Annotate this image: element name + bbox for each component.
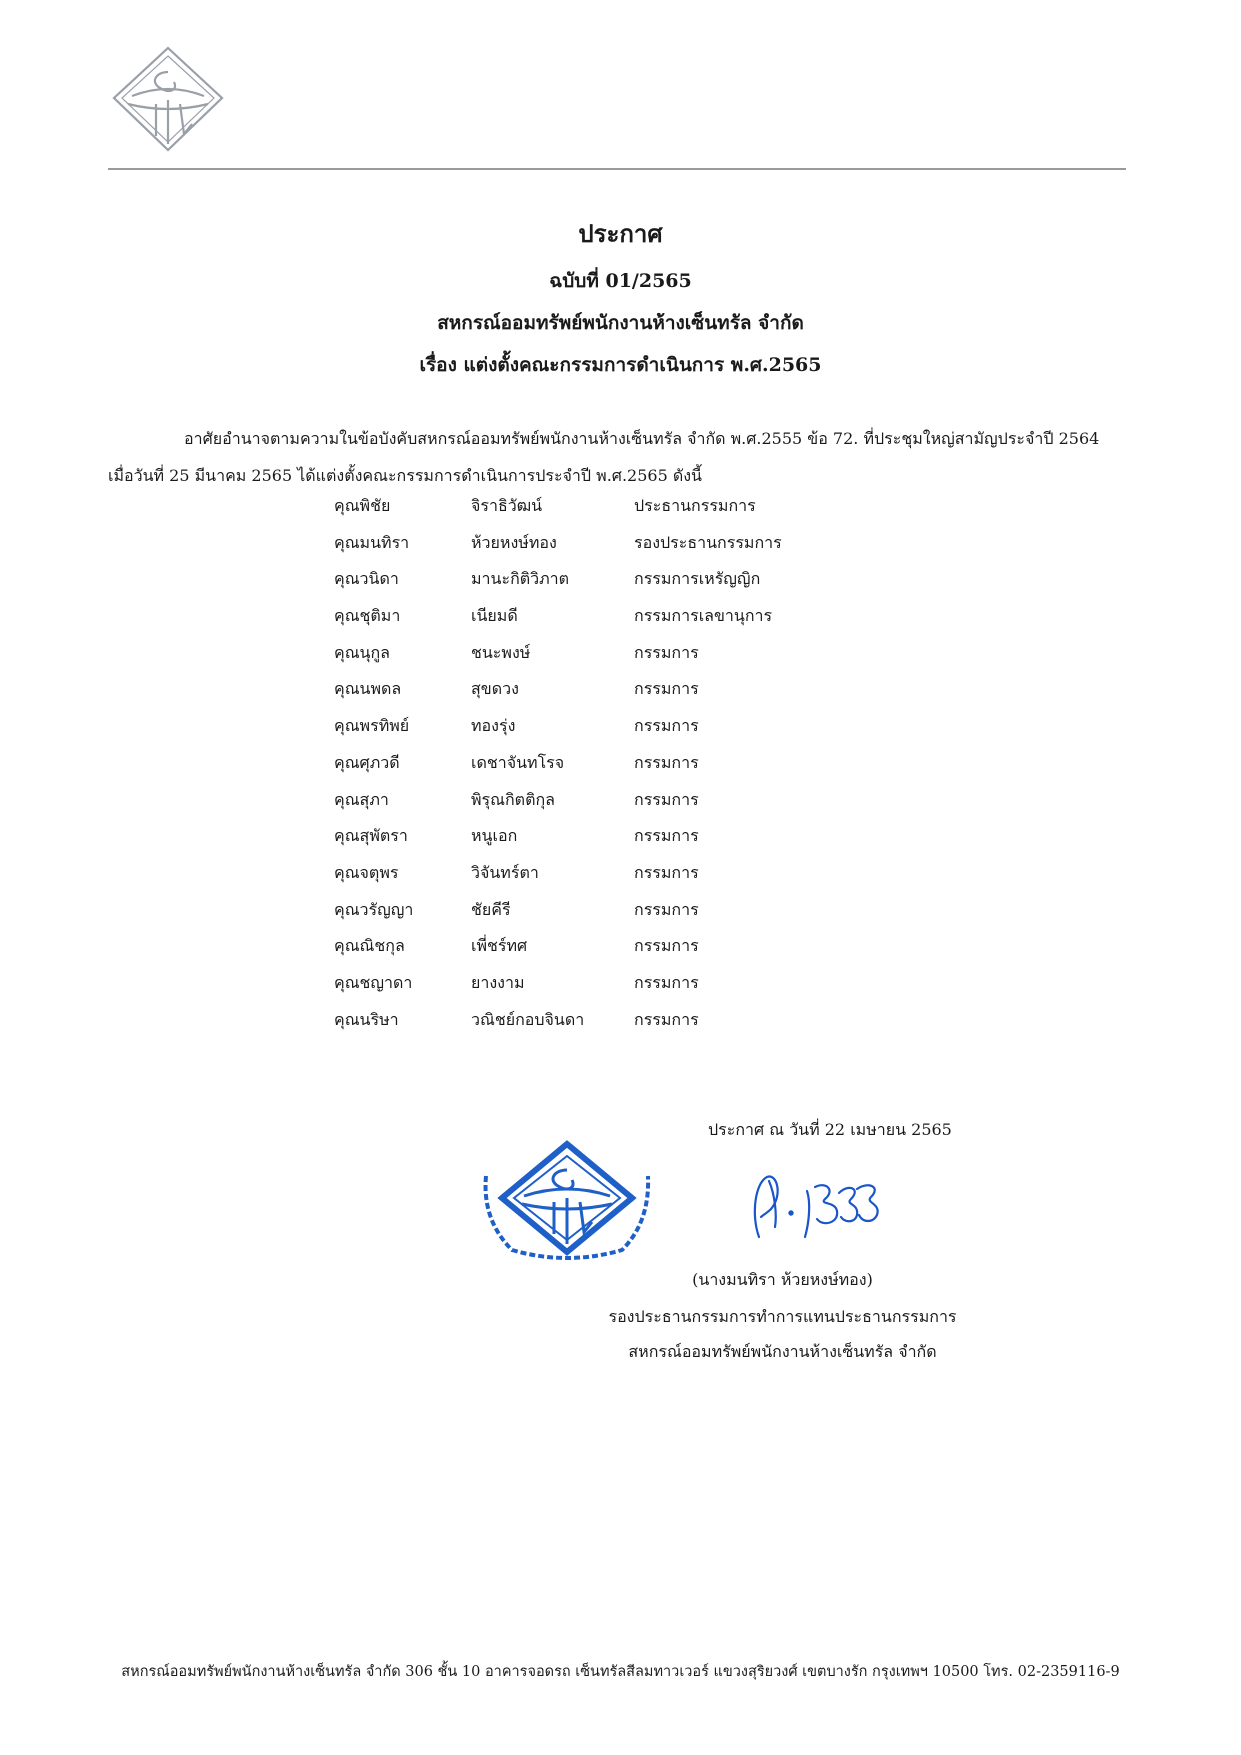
announcement-title: ประกาศ bbox=[578, 219, 663, 248]
member-last-name: จิราธิวัฒน์ bbox=[471, 496, 543, 515]
body-paragraph bbox=[108, 420, 1138, 494]
header-divider bbox=[108, 168, 1126, 170]
member-last-name: หนูเอก bbox=[471, 826, 518, 846]
member-first-name: คุณจตุพร bbox=[334, 862, 399, 882]
member-role: กรรมการ bbox=[634, 679, 699, 699]
member-role: กรรมการ bbox=[634, 862, 699, 882]
member-last-name: มานะกิติวิภาต bbox=[471, 569, 570, 589]
signer-position: รองประธานกรรมการทำการแทนประธานกรรมการ bbox=[608, 1307, 957, 1326]
member-role: กรรมการเหรัญญิก bbox=[634, 569, 761, 589]
official-stamp-icon bbox=[472, 1140, 662, 1260]
member-last-name: ชนะพงษ์ bbox=[471, 642, 531, 662]
member-first-name: คุณสุพัตรา bbox=[334, 826, 408, 846]
member-last-name: เพี่ชร์ทศ bbox=[471, 936, 528, 956]
member-role: กรรมการ bbox=[634, 1009, 699, 1029]
subject-line: เรื่อง แต่งตั้งคณะกรรมการดำเนินการ พ.ศ.2565 bbox=[419, 354, 822, 376]
member-last-name: ชัยคีรี bbox=[471, 899, 511, 919]
issue-number: ฉบับที่ 01/2565 bbox=[549, 270, 692, 292]
member-role: รองประธานกรรมการ bbox=[634, 532, 782, 552]
member-role: กรรมการเลขานุการ bbox=[634, 606, 773, 626]
member-last-name: วิจันทร์ตา bbox=[471, 862, 539, 882]
member-role: กรรมการ bbox=[634, 826, 699, 846]
member-first-name: คุณชญาดา bbox=[334, 972, 413, 992]
member-first-name: คุณชุติมา bbox=[334, 606, 401, 626]
member-first-name: คุณพรทิพย์ bbox=[334, 716, 410, 736]
signer-organization: สหกรณ์ออมทรัพย์พนักงานห้างเซ็นทรัล จำกัด bbox=[628, 1342, 937, 1361]
member-first-name: คุณมนทิรา bbox=[334, 532, 410, 552]
member-last-name: ทองรุ่ง bbox=[471, 716, 516, 736]
member-role: ประธานกรรมการ bbox=[634, 496, 756, 515]
member-last-name: ยางงาม bbox=[471, 972, 525, 992]
announcement-date: ประกาศ ณ วันที่ 22 เมษายน 2565 bbox=[708, 1120, 952, 1139]
member-role: กรรมการ bbox=[634, 936, 699, 956]
member-last-name: ห้วยหงษ์ทอง bbox=[471, 532, 557, 552]
member-last-name: เนียมดี bbox=[471, 606, 518, 626]
organization-name: สหกรณ์ออมทรัพย์พนักงานห้างเซ็นทรัล จำกัด bbox=[437, 312, 804, 334]
member-role: กรรมการ bbox=[634, 716, 699, 736]
member-role: กรรมการ bbox=[634, 642, 699, 662]
member-first-name: คุณวนิดา bbox=[334, 569, 399, 589]
member-first-name: คุณณิชกุล bbox=[334, 936, 405, 956]
signature-icon bbox=[745, 1165, 905, 1245]
member-first-name: คุณพิชัย bbox=[334, 496, 391, 515]
member-first-name: คุณนริษา bbox=[334, 1009, 399, 1029]
member-role: กรรมการ bbox=[634, 752, 699, 772]
member-first-name: คุณนุกูล bbox=[334, 642, 390, 662]
cooperative-logo-icon bbox=[108, 44, 228, 156]
member-first-name: คุณวรัญญา bbox=[334, 899, 414, 919]
body-line-2: เมื่อวันที่ 25 มีนาคม 2565 ได้แต่งตั้งคณะกรรมการดำเนินการประจำปี พ.ศ.2565 ดังนี้ bbox=[108, 466, 702, 485]
member-last-name: พิรุณกิตติกุล bbox=[471, 789, 555, 809]
member-role: กรรมการ bbox=[634, 899, 699, 919]
footer-address: สหกรณ์ออมทรัพย์พนักงานห้างเซ็นทรัล จำกัด 306 ชั้น 10 อาคารจอดรถ เซ็นทรัลสีลมทาวเวอร์ แขวงสุริยวงศ์ เขตบางรัก กรุงเทพฯ 10500 โทร. 02-2359116-9 bbox=[121, 1664, 1120, 1680]
member-first-name: คุณสุภา bbox=[334, 789, 389, 809]
member-role: กรรมการ bbox=[634, 972, 699, 992]
member-last-name: สุขดวง bbox=[471, 679, 519, 699]
member-last-name: วณิชย์กอบจินดา bbox=[471, 1009, 585, 1029]
member-role: กรรมการ bbox=[634, 789, 699, 809]
body-line-1: อาศัยอำนาจตามความในข้อบังคับสหกรณ์ออมทรัพย์พนักงานห้างเซ็นทรัล จำกัด พ.ศ.2555 ข้อ 72. ที่ประชุมใหญ่สามัญประจำปี 2564 bbox=[184, 429, 1100, 448]
member-first-name: คุณนพดล bbox=[334, 679, 402, 699]
member-first-name: คุณศุภวดี bbox=[334, 752, 400, 772]
member-last-name: เดชาจันทโรจ bbox=[471, 752, 565, 772]
signer-name: (นางมนทิรา ห้วยหงษ์ทอง) bbox=[692, 1270, 873, 1289]
